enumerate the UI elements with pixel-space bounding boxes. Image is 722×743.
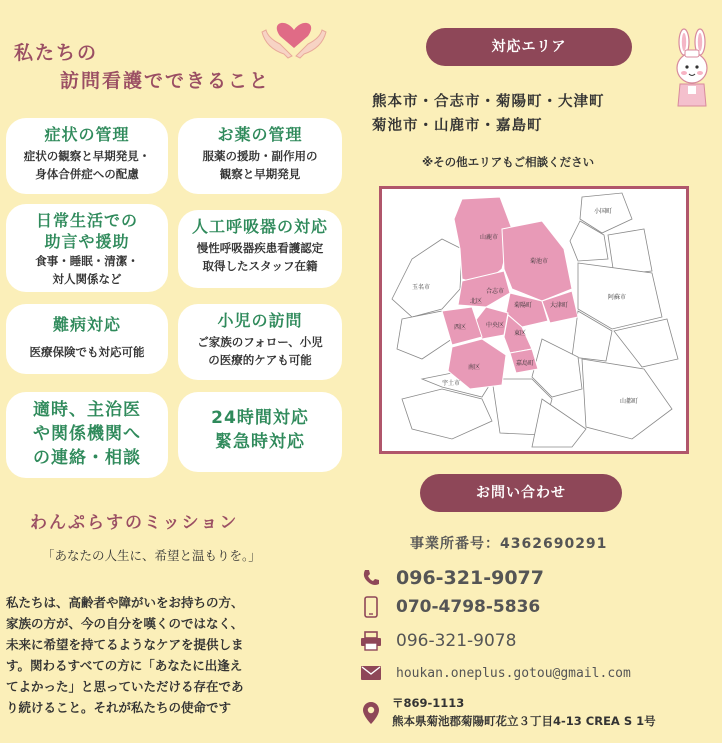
address-block	[392, 694, 656, 730]
mobile-icon	[360, 596, 382, 618]
mission-body: 私たちは、高齢者や障がいをお持ちの方、 家族の方が、今の自分を嘆くのではなく、 未来に希望を持てるようなケアを提供しま す。関わるすべての方に「あなたに出逢え てよかった」と思っていただける存在であ り続けること。それが私たちの使命です	[6, 595, 244, 715]
mail-icon	[360, 662, 382, 684]
map-label-oguni: 小国町	[594, 208, 613, 215]
heart-hands-icon	[258, 8, 330, 60]
card-medication-management	[178, 118, 342, 194]
card-body: 食事・睡眠・清潔・ 対人関係など	[35, 254, 139, 286]
mission-quote: 「あなたの人生に、希望と温もりを。」	[42, 548, 261, 563]
services-title-line1: 私たちの	[14, 42, 99, 64]
location-pin-icon	[360, 702, 382, 724]
map-label-kikuyo: 菊陽町	[514, 302, 533, 309]
card-physician-liaison: 適時、主治医 や関係機関へ の連絡・相談	[6, 392, 168, 478]
card-body: 医療保険でも対応可能	[29, 345, 145, 359]
area-header-pill: 対応エリア	[426, 28, 632, 66]
card-pediatric-visits	[178, 304, 342, 380]
map-label-chuo: 中央区	[486, 322, 505, 329]
fax-icon	[360, 630, 382, 652]
phone-number[interactable]: 096-321-9077	[396, 567, 544, 589]
map-label-koshi: 合志市	[486, 288, 505, 295]
mobile-row[interactable]	[360, 594, 540, 620]
email-row[interactable]	[360, 660, 631, 686]
services-column	[0, 0, 350, 743]
map-label-kita: 北区	[470, 298, 483, 305]
map-label-uki: 宇土市	[442, 380, 461, 387]
card-title: 人工呼吸器の対応	[191, 217, 328, 236]
card-daily-life-advice: 日常生活での 助言や援助 食事・睡眠・清潔・ 対人関係など	[6, 204, 168, 292]
card-title: 24時間対応	[211, 408, 309, 428]
card-ventilator-support	[178, 210, 342, 288]
card-body: 症状の観察と早期発見・ 身体合併症への配慮	[23, 149, 151, 181]
street-address: 熊本県菊池郡菊陽町花立３丁目4-13 CREA S 1号	[392, 714, 656, 728]
bunny-nurse-icon	[668, 28, 716, 108]
map-label-higashi: 東区	[514, 330, 527, 337]
mobile-number[interactable]: 070-4798-5836	[396, 597, 541, 617]
area-contact-column	[350, 0, 722, 743]
map-label-aso: 阿蘇市	[608, 294, 627, 301]
card-title: 症状の管理	[44, 125, 130, 144]
map-label-kikuchi: 菊池市	[530, 258, 549, 265]
phone-icon	[360, 567, 382, 589]
fax-number: 096-321-9078	[396, 631, 517, 651]
card-symptom-management	[6, 118, 168, 194]
contact-header-pill: お問い合わせ	[420, 474, 622, 512]
map-region-tamana	[392, 239, 462, 317]
card-intractable-disease	[6, 304, 168, 374]
area-line-2: 菊池市・山鹿市・嘉島町	[372, 118, 543, 134]
service-area-map	[379, 186, 689, 454]
map-label-kashima: 嘉島町	[516, 360, 535, 367]
phone-row[interactable]	[360, 565, 544, 591]
card-title: 日常生活での	[35, 211, 138, 230]
map-label-tamana: 玉名市	[412, 284, 431, 291]
map-label-yamaga: 山鹿市	[480, 234, 499, 241]
postal-code: 〒869-1113	[392, 696, 465, 710]
map-label-nishi: 西区	[454, 324, 467, 331]
map-label-ozu: 大津町	[550, 302, 569, 309]
services-title-line2: 訪問看護でできること	[60, 70, 271, 92]
area-line-1: 熊本市・合志市・菊陽町・大津町	[372, 94, 605, 110]
card-title: 難病対応	[52, 315, 121, 334]
card-title: 適時、主治医	[33, 400, 141, 420]
kumamoto-map-svg	[382, 189, 686, 451]
map-label-minami: 南区	[468, 364, 481, 371]
card-title: 小児の訪問	[217, 311, 303, 330]
card-24h-support: 24時間対応 緊急時対応	[178, 392, 342, 472]
card-body: ご家族のフォロー、小児 の医療的ケアも可能	[197, 335, 323, 367]
map-label-yamato: 山都町	[620, 398, 639, 405]
office-number: 事業所番号：4362690291	[410, 536, 608, 552]
mission-title: わんぷらすのミッション	[30, 513, 239, 533]
email-address[interactable]: houkan.oneplus.gotou@gmail.com	[396, 665, 631, 681]
card-title: お薬の管理	[217, 125, 303, 144]
area-note: ※その他エリアもご相談ください	[422, 155, 595, 169]
card-body: 服薬の援助・副作用の 観察と早期発見	[202, 149, 318, 181]
address-pin	[360, 700, 396, 726]
fax-row	[360, 628, 516, 654]
card-body: 慢性呼吸器疾患看護認定 取得したスタッフ在籍	[196, 241, 324, 273]
